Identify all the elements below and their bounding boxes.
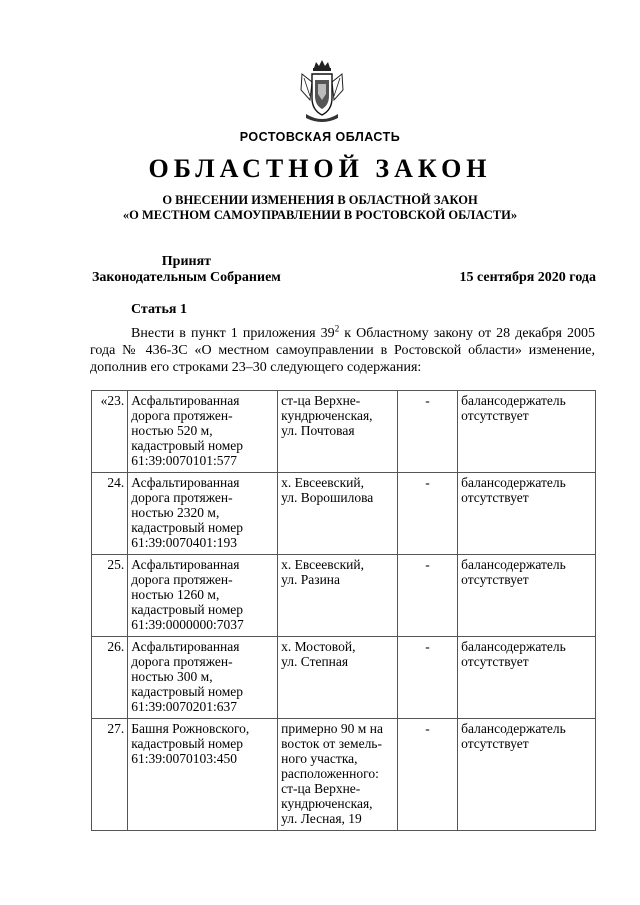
object-name <box>128 637 278 719</box>
object-name-line: кадастровый номер <box>131 438 244 453</box>
object-name-line: Асфальтированная <box>131 557 240 572</box>
object-address-line: расположенного: <box>281 766 379 781</box>
object-address-line: ст-ца Верхне- <box>281 393 361 408</box>
balance-holder-line: балансодержатель <box>461 557 566 572</box>
balance-holder-line: балансодержатель <box>461 475 566 490</box>
table-row <box>92 719 596 831</box>
object-name-line: 61:39:0070201:637 <box>131 699 237 714</box>
object-name-line: Башня Рожновского, <box>131 721 250 736</box>
adoption-date: 15 сентября 2020 года <box>459 270 596 285</box>
balance-holder-line: отсутствует <box>461 572 529 587</box>
object-address-line: ного участка, <box>281 751 358 766</box>
object-address-line: примерно 90 м на <box>281 721 383 736</box>
object-address-line: ул. Ворошилова <box>281 490 374 505</box>
object-name-line: дорога протяжен- <box>131 408 233 423</box>
empty-value: - <box>397 473 457 555</box>
object-name-line: кадастровый номер <box>131 736 244 751</box>
table-row <box>92 555 596 637</box>
balance-holder <box>458 719 596 831</box>
object-address-line: восток от земель- <box>281 736 382 751</box>
object-address-line: ул. Лесная, 19 <box>281 811 362 826</box>
adoption-block <box>92 254 281 286</box>
empty-value: - <box>397 555 457 637</box>
law-subtitle <box>0 193 640 223</box>
row-number: 25. <box>92 555 128 637</box>
empty-value: - <box>397 637 457 719</box>
empty-value: - <box>397 391 457 473</box>
balance-holder-line: отсутствует <box>461 654 529 669</box>
object-name-line: Асфальтированная <box>131 393 240 408</box>
object-name-line: дорога протяжен- <box>131 572 233 587</box>
object-address <box>278 555 398 637</box>
balance-holder-line: балансодержатель <box>461 393 566 408</box>
table-row <box>92 473 596 555</box>
subtitle-line-2: «О МЕСТНОМ САМОУПРАВЛЕНИИ В РОСТОВСКОЙ ОБЛАСТИ» <box>122 208 518 222</box>
object-address-line: х. Евсеевский, <box>281 557 364 572</box>
balance-holder-line: отсутствует <box>461 408 529 423</box>
object-name-line: ностью 1260 м, <box>131 587 220 602</box>
row-number: «23. <box>92 391 128 473</box>
object-name-line: ностью 300 м, <box>131 669 213 684</box>
object-name-line: 61:39:0070103:450 <box>131 751 237 766</box>
object-name <box>128 391 278 473</box>
object-address-line: ст-ца Верхне- <box>281 781 361 796</box>
object-address-line: ул. Степная <box>281 654 349 669</box>
row-number: 24. <box>92 473 128 555</box>
balance-holder-line: отсутствует <box>461 490 529 505</box>
amendment-table <box>91 390 596 831</box>
object-address-line: ул. Почтовая <box>281 423 355 438</box>
object-name-line: 61:39:0070101:577 <box>131 453 237 468</box>
article-text <box>90 325 595 376</box>
coat-of-arms-emblem <box>298 60 346 126</box>
balance-holder-line: балансодержатель <box>461 721 566 736</box>
object-name-line: кадастровый номер <box>131 602 244 617</box>
balance-holder <box>458 637 596 719</box>
object-address <box>278 719 398 831</box>
object-name-line: 61:39:0000000:7037 <box>131 617 244 632</box>
object-name-line: дорога протяжен- <box>131 490 233 505</box>
object-name-line: ностью 520 м, <box>131 423 213 438</box>
object-address <box>278 473 398 555</box>
object-name <box>128 719 278 831</box>
balance-holder-line: отсутствует <box>461 736 529 751</box>
object-name-line: Асфальтированная <box>131 475 240 490</box>
object-name-line: кадастровый номер <box>131 520 244 535</box>
object-name-line: ностью 2320 м, <box>131 505 220 520</box>
article-text-end: к Областному закону от 28 декабря 2005 года № 436-ЗС «О местном самоуправлении в Ростовской области» изменение, дополнив его строками 23–30 следующего содержания: <box>90 326 595 375</box>
article-title: Статья 1 <box>131 302 187 317</box>
object-name-line: дорога протяжен- <box>131 654 233 669</box>
row-number: 26. <box>92 637 128 719</box>
object-address-line: кундрюченская, <box>281 408 373 423</box>
row-number: 27. <box>92 719 128 831</box>
balance-holder <box>458 391 596 473</box>
object-name-line: Асфальтированная <box>131 639 240 654</box>
object-name-line: кадастровый номер <box>131 684 244 699</box>
balance-holder-line: балансодержатель <box>461 639 566 654</box>
empty-value: - <box>397 719 457 831</box>
document-type-title: ОБЛАСТНОЙ ЗАКОН <box>148 154 492 183</box>
article-text-start: Внести в пункт 1 приложения 39 <box>131 326 335 341</box>
balance-holder <box>458 555 596 637</box>
object-address-line: х. Мостовой, <box>281 639 356 654</box>
article-superscript: 2 <box>334 323 340 334</box>
adopted-label: Принят <box>161 254 212 269</box>
object-address-line: х. Евсеевский, <box>281 475 364 490</box>
adopted-by: Законодательным Собранием <box>92 270 281 285</box>
region-name: РОСТОВСКАЯ ОБЛАСТЬ <box>239 130 401 144</box>
object-address <box>278 391 398 473</box>
object-address-line: ул. Разина <box>281 572 341 587</box>
object-name <box>128 473 278 555</box>
object-address <box>278 637 398 719</box>
subtitle-line-1: О ВНЕСЕНИИ ИЗМЕНЕНИЯ В ОБЛАСТНОЙ ЗАКОН <box>162 193 478 207</box>
object-address-line: кундрюченская, <box>281 796 373 811</box>
object-name-line: 61:39:0070401:193 <box>131 535 237 550</box>
object-name <box>128 555 278 637</box>
table-row <box>92 637 596 719</box>
table-row <box>92 391 596 473</box>
balance-holder <box>458 473 596 555</box>
